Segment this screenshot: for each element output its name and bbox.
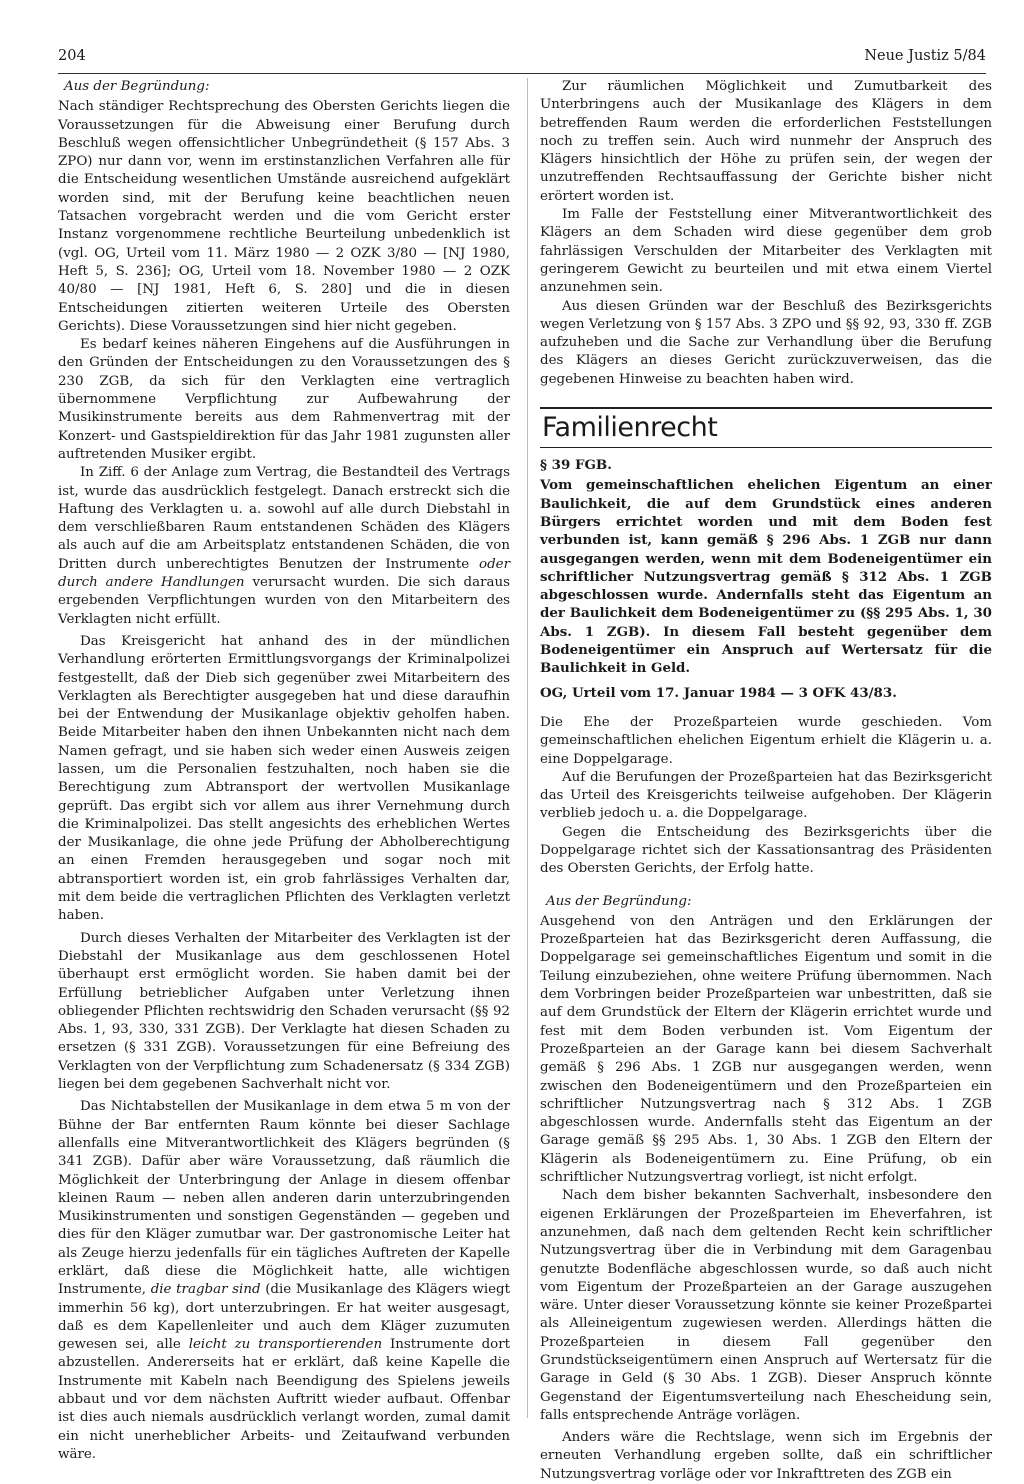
reasons-heading: Aus der Begründung:	[64, 79, 210, 94]
section-bottom-rule	[540, 447, 992, 448]
text-run: verursacht wurden. Die sich daraus ergebenden Verpflichtungen wurden von den Mitarbeitern des Verklagten nicht erfüllt.	[58, 575, 510, 627]
left-column	[58, 78, 510, 1462]
reasons-heading: Aus der Begründung:	[546, 893, 692, 909]
paragraph: Zur räumlichen Möglichkeit und Zumutbarkeit des Unterbringens auch der Musikanlage des Klägers in dem betreffenden Raum werden die erforderlichen Feststellungen noch zu treffen sein. Auch wird nunmehr der Anspruch des Klägers hinsichtlich der Höhe zu prüfen sein, der wegen der unzutreffenden Rechtsauffassung der Gerichte bisher nicht erörtert worden ist.	[540, 79, 992, 204]
paragraph: Es bedarf keines näheren Eingehens auf die Ausführungen in den Gründen der Entscheidungen zu den Voraussetzungen des § 230 ZGB, da sich für den Verklagten eine vertraglich übernommene Verpflichtung zur Aufbewahrung der Musikinstrumente bereits aus dem Rahmenvertrag mit der Konzert- und Gastspieldirektion für das Jahr 1981 zugunsten aller auftretenden Musiker ergibt.	[58, 337, 510, 462]
paragraph: Auf die Berufungen der Prozeßparteien hat das Bezirksgericht das Urteil des Kreisgerichts teilweise aufgehoben. Der Klägerin verblieb jedoch u. a. die Doppelgarage.	[540, 769, 992, 822]
headnote: Vom gemeinschaftlichen ehelichen Eigentum an einer Baulichkeit, die auf dem Grundstück eines anderen Bürgers errichtet worden und mit dem Boden fest verbunden ist, kann gemäß § 296 Abs. 1 ZGB nur dann ausgegangen werden, wenn mit dem Bodeneigentümer ein schriftlicher Nutzungsvertrag gemäß § 312 Abs. 1 ZGB abgeschlossen wurde. Andernfalls steht das Eigentum an der Baulichkeit dem Bodeneigentümer zu (§§ 295 Abs. 1, 30 Abs. 1 ZGB). In diesem Fall besteht gegenüber dem Bodeneigentümer ein Anspruch auf Wertersatz für die Baulichkeit in Geld.	[540, 477, 992, 677]
paragraph: Anders wäre die Rechtslage, wenn sich im Ergebnis der erneuten Verhandlung ergeben sollte, daß ein schriftlicher Nutzungsvertrag vorläge oder vor Inkrafttreten des ZGB ein	[540, 1430, 992, 1482]
paragraph: Durch dieses Verhalten der Mitarbeiter des Verklagten ist der Diebstahl der Musikanlage aus dem geschlossenen Hotel überhaupt erst ermöglicht worden. Sie haben damit bei der Erfüllung betrieblicher Aufgaben unter Verletzung ihnen obliegender Pflichten rechtswidrig den Schaden verursacht (§§ 92 Abs. 1, 93, 330, 331 ZGB). Der Verklagte hat diesen Schaden zu ersetzen (§ 331 ZGB). Voraussetzungen für eine Befreiung des Verklagten von der Verpflichtung zum Schadenersatz (§ 334 ZGB) liegen bei dem gegebenen Sachverhalt nicht vor.	[58, 930, 510, 1093]
journal-issue: Neue Justiz 5/84	[864, 48, 986, 64]
section-top-rule	[540, 407, 992, 409]
text-run: Instrumente dort abzustellen. Andererseits hat er erklärt, daß keine Kapelle die Instrumente mit Kabeln nach Beendigung des Spielens jeweils abbaut und vor dem nächsten Auftritt wieder aufbaut. Offenbar ist dies auch niemals ausdrücklich verlangt worden, zumal damit ein nicht unerheblicher Arbeits- und Zeitaufwand verbunden wäre.	[58, 1337, 510, 1462]
text-run: (die Musikanlage des Klägers wiegt immerhin 56 kg), dort unterzubringen. Er hat weiter ausgesagt, daß es dem Kapellenleiter und auch dem Kläger zuzumuten gewesen sei, alle	[58, 1282, 510, 1353]
text-run: In Ziff. 6 der Anlage zum Vertrag, die Bestandteil des Vertrags ist, wurde das ausdrücklich festgelegt. Danach erstreckt sich die Haftung des Verklagten u. a. sowohl auf alle durch Diebstahl in dem verschließbaren Raum entstandenen Schäden des Klägers als auch auf die am Arbeitsplatz entstandenen Schäden, die von Dritten durch unberechtigtes Benutzen der Instrumente	[58, 465, 510, 572]
paragraph: Aus diesen Gründen war der Beschluß des Bezirksgerichts wegen Verletzung von § 157 Abs. 3 ZPO und §§ 92, 93, 330 ff. ZGB aufzuheben und die Sache zur Verhandlung über die Berufung des Klägers an dieses Gericht zurückzuverweisen, das die gegebenen Hinweise zu beachten haben wird.	[540, 298, 992, 387]
paragraph: Das Kreisgericht hat anhand des in der mündlichen Verhandlung erörterten Ermittlungsvorgangs der Kriminalpolizei festgestellt, daß der Dieb sich gegenüber zwei Mitarbeitern des Verklagten als Berechtigter ausgegeben hat und diese daraufhin bei der Entwendung der Musikanlage objektiv geholfen haben. Beide Mitarbeiter haben den ihnen Unbekannten nicht nach dem Namen gefragt, und sie haben sich weder einen Ausweis zeigen lassen, um die Personalien festzuhalten, noch haben sie die Berechtigung zum Abtransport der wertvollen Musikanlage geprüft. Das ergibt sich vor allem aus ihrer Vernehmung durch die Kriminalpolizei. Das stellt angesichts des erheblichen Wertes der Musikanlage, die ohne jede Prüfung der Abholberechtigung an einen Fremden herausgegeben und sogar noch mit abtransportiert worden ist, ein grob fahrlässiges Verhalten dar, mit dem beide die vertraglichen Pflichten des Verklagten verletzt haben.	[58, 633, 510, 924]
emphasis: die tragbar sind	[150, 1282, 261, 1298]
paragraph: Im Falle der Feststellung einer Mitverantwortlichkeit des Klägers an dem Schaden wird diese gegenüber dem grob fahrlässigen Verschulden der Mitarbeiter des Verklagten mit geringerem Gewicht zu beurteilen und mit etwa einem Viertel anzunehmen sein.	[540, 207, 992, 296]
text-run: Das Nichtabstellen der Musikanlage in dem etwa 5 m von der Bühne der Bar entfernten Raum könnte bei dieser Sachlage allenfalls eine Mitverantwortlichkeit des Klägers begründen (§ 341 ZGB). Dafür aber wäre Voraussetzung, daß räumlich die Möglichkeit der Unterbringung der Anlage in diesem offenbar kleinen Raum — neben allen anderen darin unterzubringenden Musikinstrumenten und sonstigen Gegenständen — gegeben und dies für den Kläger zumutbar war. Der gastronomische Leiter hat als Zeuge hierzu jedenfalls für ein tägliches Auftreten der Kapelle erklärt, daß diese die Möglichkeit hatte, alle wichtigen Instrumente,	[58, 1099, 510, 1298]
case-citation: OG, Urteil vom 17. Januar 1984 — 3 OFK 43/83.	[540, 684, 897, 701]
paragraph: Ausgehend von den Anträgen und den Erklärungen der Prozeßparteien hat das Bezirksgericht deren Auffassung, die Doppelgarage sei gemeinschaftliches Eigentum und somit in die Teilung einzubeziehen, ohne weitere Prüfung übernommen. Nach dem Vorbringen beider Prozeßparteien war unbestritten, daß sie auf dem Grundstück der Eltern der Klägerin errichtet wurde und fest mit dem Boden verbunden ist. Vom Eigentum der Prozeßparteien an der Garage kann bei diesem Sachverhalt gemäß § 296 Abs. 1 ZGB nur ausgegangen werden, wenn zwischen den Bodeneigentümern und den Prozeßparteien ein schriftlicher Nutzungsvertrag nach § 312 Abs. 1 ZGB abgeschlossen wurde. Andernfalls steht das Eigentum an der Garage gemäß §§ 295 Abs. 1, 30 Abs. 1 ZGB den Eltern der Klägerin als Bodeneigentümern zu. Eine Prüfung, ob ein schriftlicher Nutzungsvertrag vorliegt, ist nicht erfolgt.	[540, 913, 992, 1186]
right-column	[540, 78, 992, 1482]
article-body	[58, 78, 992, 1482]
section-title: Familienrecht	[542, 412, 718, 444]
paragraph	[58, 464, 510, 629]
emphasis: oder durch andere Handlungen	[58, 556, 510, 591]
emphasis: leicht zu transportierenden	[188, 1337, 383, 1353]
paragraph: Gegen die Entscheidung des Bezirksgerichts über die Doppelgarage richtet sich der Kassationsantrag des Präsidenten des Obersten Gerichts, der Erfolg hatte.	[540, 824, 992, 877]
page-number: 204	[58, 48, 86, 64]
page-header	[58, 48, 986, 70]
header-rule	[58, 73, 986, 74]
paragraph: Die Ehe der Prozeßparteien wurde geschieden. Vom gemeinschaftlichen ehelichen Eigentum erhielt die Klägerin u. a. eine Doppelgarage.	[540, 714, 992, 767]
statute-reference: § 39 FGB.	[540, 457, 612, 474]
paragraph: Nach ständiger Rechtsprechung des Obersten Gerichts liegen die Voraussetzungen für die Abweisung einer Berufung durch Beschluß wegen offensichtlicher Unbegründetheit (§ 157 Abs. 3 ZPO) nur dann vor, wenn im erstinstanzlichen Verfahren alle für die Entscheidung wesentlichen Umstände ausreichend aufgeklärt worden sind, mit der Berufung keine beachtlichen neuen Tatsachen vorgebracht werden und die vom Gericht erster Instanz vorgenommene rechtliche Beurteilung unbedenklich ist (vgl. OG, Urteil vom 11. März 1980 — 2 OZK 3/80 — [NJ 1980, Heft 5, S. 236]; OG, Urteil vom 18. November 1980 — 2 OZK 40/80 — [NJ 1981, Heft 6, S. 280] und die in diesen Entscheidungen zitierten weiteren Urteile des Obersten Gerichts). Diese Voraussetzungen sind hier nicht gegeben.	[58, 99, 510, 334]
paragraph: Nach dem bisher bekannten Sachverhalt, insbesondere den eigenen Erklärungen der Prozeßparteien im Eheverfahren, ist anzunehmen, daß nach dem geltenden Recht kein schriftlicher Nutzungsvertrag über die in Verbindung mit dem Garagenbau genutzte Bodenfläche abgeschlossen wurde, so daß auch nicht vom Eigentum der Prozeßparteien an der Garage auszugehen wäre. Unter dieser Voraussetzung könnte sie keiner Prozeßpartei als Alleineigentum zugewiesen werden. Allerdings hätten die Prozeßparteien in diesem Fall gegenüber den Grundstückseigentümern einen Anspruch auf Wertersatz für die Garage in Geld (§ 30 Abs. 1 ZGB). Dieser Anspruch könnte Gegenstand der Eigentumsverteilung nach Ehescheidung sein, falls entsprechende Anträge vorlägen.	[540, 1188, 992, 1423]
paragraph	[58, 1098, 510, 1464]
